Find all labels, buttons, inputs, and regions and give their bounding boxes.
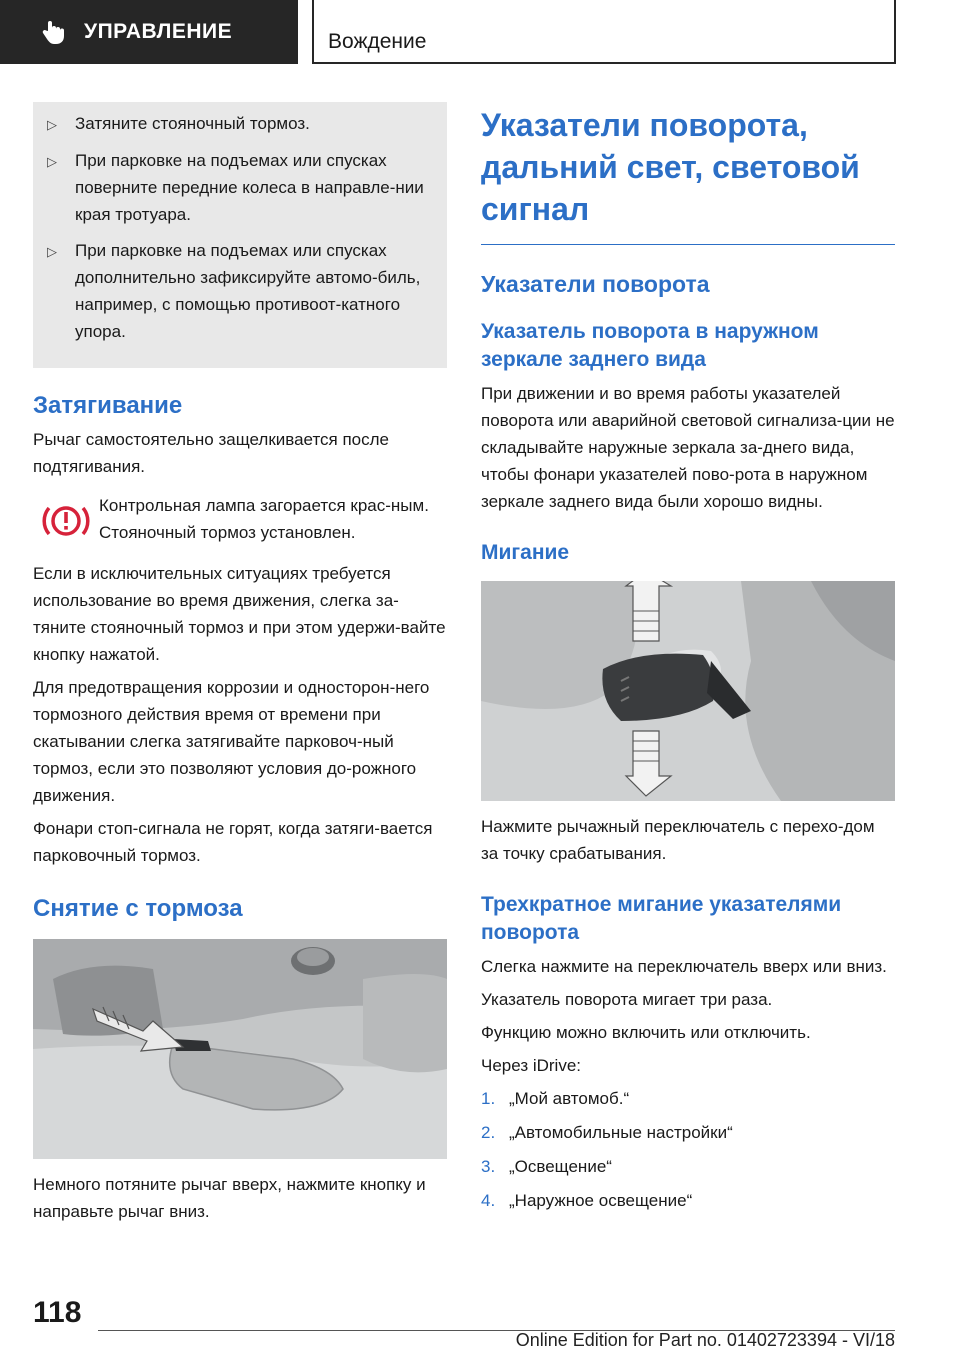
list-item <box>481 1085 895 1113</box>
paragraph: Функцию можно включить или отключить. <box>481 1023 811 1042</box>
right-column <box>481 102 895 1221</box>
warning-text: Контрольная лампа загорается крас-ным. Стояночный тормоз установлен. <box>99 496 429 542</box>
section-title: Указатели поворота, дальний свет, световой сигнал <box>481 107 860 227</box>
title-divider <box>481 244 895 245</box>
paragraph: Указатель поворота мигает три раза. <box>481 990 773 1009</box>
step-text: „Мой автомоб.“ <box>509 1089 630 1108</box>
photo-caption: Немного потяните рычаг вверх, нажмите кнопку и направьте рычаг вниз. <box>33 1175 426 1221</box>
page-number: 118 <box>33 1296 82 1329</box>
paragraph: Рычаг самостоятельно защелкивается после подтягивания. <box>33 430 390 476</box>
step-text: „Автомобильные настройки“ <box>509 1123 733 1142</box>
tip-item <box>47 237 433 345</box>
tip-text: Затяните стояночный тормоз. <box>75 114 310 133</box>
idrive-steps <box>481 1085 895 1215</box>
step-number: 1. <box>481 1089 496 1108</box>
tip-item <box>47 147 433 228</box>
triangle-bullet-icon: ▷ <box>47 244 57 259</box>
page-header <box>0 0 960 66</box>
tips-box <box>33 102 447 368</box>
heading-release: Снятие с тормоза <box>33 895 243 922</box>
heading-blinking: Мигание <box>481 541 570 564</box>
step-text: „Наружное освещение“ <box>509 1191 693 1210</box>
paragraph: Через iDrive: <box>481 1056 582 1075</box>
step-number: 2. <box>481 1123 496 1142</box>
paragraph: Слегка нажмите на переключатель вверх или вниз. <box>481 957 887 976</box>
heading-turn-signals: Указатели поворота <box>481 271 710 297</box>
paragraph: При движении и во время работы указателей поворота или аварийной световой сигнализа-ции не складывайте наружные зеркала за-днего вида, чтобы фонари указателей пово-рота в наружном зеркале заднего вида были хорошо видны. <box>481 384 895 511</box>
hand-pointer-icon <box>40 19 66 45</box>
tip-item <box>47 110 433 138</box>
paragraph: Фонари стоп-сигнала не горят, когда затяги-вается парковочный тормоз. <box>33 819 433 865</box>
chapter-label: Вождение <box>328 30 427 53</box>
brake-warning-icon <box>33 492 99 546</box>
step-number: 4. <box>481 1191 496 1210</box>
heading-mirror-signal: Указатель поворота в наружном зеркале заднего вида <box>481 320 819 371</box>
paragraph: Если в исключительных ситуациях требуется использование во время движения, слегка за-тяните стояночный тормоз и при этом удержи-вайте кнопку нажатой. <box>33 564 446 664</box>
tip-text: При парковке на подъемах или спусках поверните передние колеса в направле-нии края тротуара. <box>75 151 424 224</box>
tip-text: При парковке на подъемах или спусках дополнительно зафиксируйте автомо-биль, например, с помощью противоот-катного упора. <box>75 241 421 341</box>
handbrake-photo <box>33 939 447 1159</box>
list-item <box>481 1187 895 1215</box>
triangle-bullet-icon: ▷ <box>47 154 57 169</box>
edition-text: Online Edition for Part no. 01402723394 - VI/18 <box>515 1330 895 1350</box>
photo-caption: Нажмите рычажный переключатель с перехо-дом за точку срабатывания. <box>481 817 875 863</box>
section-tab <box>0 0 298 64</box>
paragraph: Для предотвращения коррозии и односторон-него тормозного действия время от времени при скатывании слегка затягивайте парковоч-ный тормоз, если это позволяют условия до-рожного движения. <box>33 678 430 805</box>
heading-triple-blink: Трехкратное мигание указателями поворота <box>481 893 842 944</box>
step-text: „Освещение“ <box>509 1157 612 1176</box>
warning-note <box>33 492 447 546</box>
left-column <box>33 102 447 1225</box>
chapter-tab <box>312 0 896 64</box>
turn-stalk-photo <box>481 581 895 801</box>
list-item <box>481 1153 895 1181</box>
triangle-bullet-icon: ▷ <box>47 117 57 132</box>
section-label: УПРАВЛЕНИЕ <box>84 20 233 43</box>
step-number: 3. <box>481 1157 496 1176</box>
heading-tightening: Затягивание <box>33 392 183 419</box>
list-item <box>481 1119 895 1147</box>
